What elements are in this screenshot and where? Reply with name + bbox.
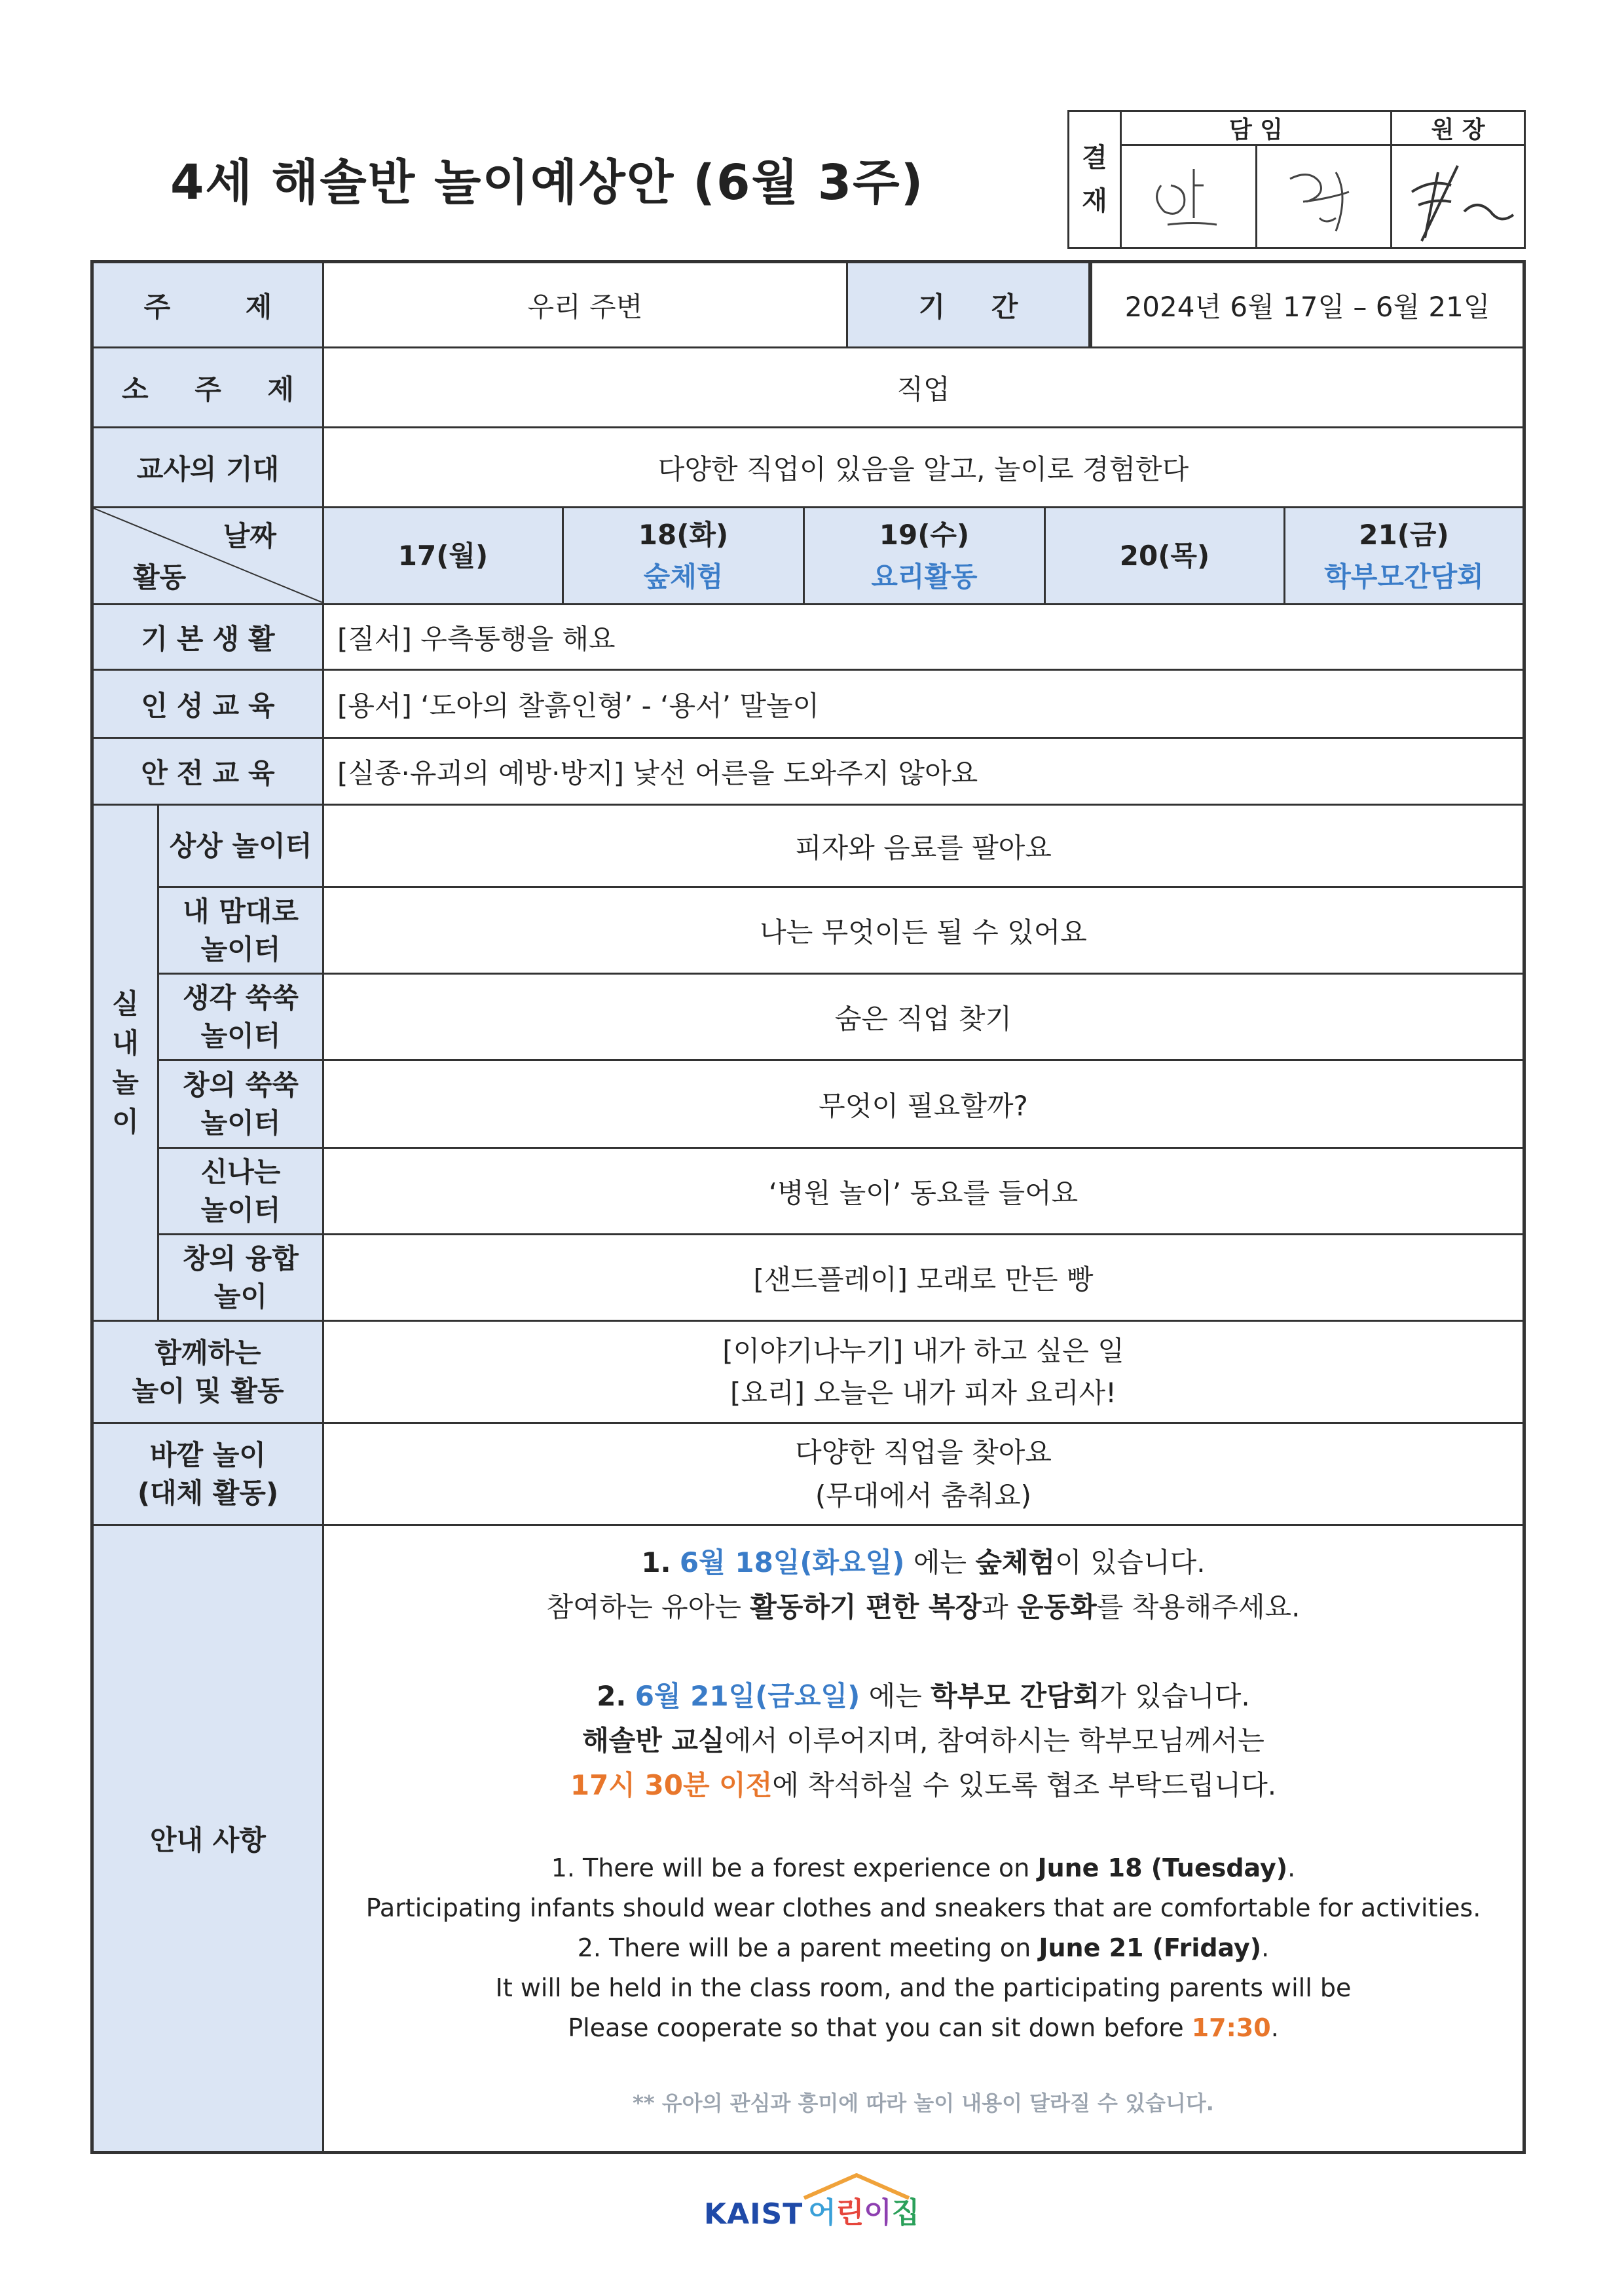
outdoor-value: 다양한 직업을 찾아요 (무대에서 춤춰요) bbox=[795, 1436, 1052, 1512]
diagonal-divider bbox=[94, 508, 324, 603]
together-label: 함께하는 놀이 및 활동 bbox=[94, 1322, 324, 1422]
character-ed-value: [용서] ‘도아의 찰흙인형’ - ‘용서’ 말놀이 bbox=[337, 689, 820, 722]
period-label: 기 간 bbox=[848, 263, 1090, 346]
character-ed-row bbox=[94, 671, 1522, 739]
expectation-row bbox=[94, 428, 1522, 508]
indoor-area-fusion: 창의 융합 놀이 [샌드플레이] 모래로 만든 빵 bbox=[159, 1235, 1522, 1320]
notice-en-5: Please cooperate so that you can sit down before 17:30. bbox=[568, 2013, 1279, 2042]
basic-life-label: 기본생활 bbox=[94, 605, 324, 669]
director-header: 원 장 bbox=[1392, 112, 1524, 146]
notice-en-1: 1. There will be a forest experience on June 18 (Tuesday). bbox=[551, 1854, 1296, 1882]
day-header-thu: 20(목) bbox=[1046, 508, 1285, 603]
day-header-mon: 17(월) bbox=[324, 508, 564, 603]
approval-label bbox=[1069, 112, 1122, 247]
notice-2-line-1: 2. 6월 21일(금요일) 에는 학부모 간담회가 있습니다. bbox=[597, 1680, 1250, 1712]
homeroom-header: 담 임 bbox=[1122, 112, 1392, 146]
signature-stamp-2 bbox=[1257, 146, 1392, 244]
basic-life-value: [질서] 우측통행을 해요 bbox=[337, 622, 616, 655]
indoor-area-thinking: 생각 쑥쑥 놀이터 숨은 직업 찾기 bbox=[159, 975, 1522, 1061]
indoor-play-section bbox=[94, 806, 1522, 1322]
house-roof-icon bbox=[801, 2172, 912, 2224]
notice-en-4: It will be held in the class room, and the participating parents will be bbox=[495, 1973, 1352, 2002]
approval-label-2: 재 bbox=[1082, 186, 1107, 216]
activity-label: 활동 bbox=[133, 561, 187, 593]
indoor-area-imagination: 상상 놀이터 피자와 음료를 팔아요 bbox=[159, 806, 1522, 888]
notice-1-line-2: 참여하는 유아는 활동하기 편한 복장과 운동화를 착용해주세요. bbox=[546, 1591, 1301, 1623]
date-activity-header bbox=[94, 508, 324, 603]
notice-1-line-1: 1. 6월 18일(화요일) 에는 숲체험이 있습니다. bbox=[641, 1546, 1206, 1578]
subtheme-row bbox=[94, 348, 1522, 428]
fri-event: 학부모간담회 bbox=[1324, 560, 1484, 593]
indoor-area-value: 숨은 직업 찾기 bbox=[834, 1002, 1012, 1035]
theme-label: 주 제 bbox=[94, 263, 324, 346]
notice-2-line-2: 해솔반 교실에서 이루어지며, 참여하시는 학부모님께서는 bbox=[582, 1725, 1264, 1757]
together-value: [이야기나누기] 내가 하고 싶은 일 [요리] 오늘은 내가 피자 요리사! bbox=[722, 1334, 1124, 1409]
page-title: 4세 해솔반 놀이예상안 (6월 3주) bbox=[170, 155, 925, 211]
notice-row bbox=[94, 1526, 1522, 2151]
approval-box bbox=[1067, 110, 1526, 249]
indoor-area-fun: 신나는 놀이터 ‘병원 놀이’ 동요를 들어요 bbox=[159, 1149, 1522, 1235]
safety-ed-label: 안전교육 bbox=[94, 739, 324, 804]
outdoor-row bbox=[94, 1424, 1522, 1526]
subtheme-value: 직업 bbox=[896, 373, 950, 405]
day-header-wed: 19(수) 요리활동 bbox=[805, 508, 1046, 603]
together-row bbox=[94, 1322, 1522, 1424]
day-header-tue: 18(화) 숲체험 bbox=[564, 508, 805, 603]
signature-director bbox=[1392, 146, 1524, 244]
tue-event: 숲체험 bbox=[643, 560, 724, 593]
plan-table bbox=[90, 260, 1526, 2154]
indoor-area-value: [샌드플레이] 모래로 만든 빵 bbox=[753, 1263, 1094, 1296]
indoor-area-value: ‘병원 놀이’ 동요를 들어요 bbox=[768, 1176, 1079, 1209]
indoor-area-creative: 창의 쑥쑥 놀이터 무엇이 필요할까? bbox=[159, 1061, 1522, 1149]
outdoor-label: 바깥 놀이 (대체 활동) bbox=[94, 1424, 324, 1524]
indoor-area-free: 내 맘대로 놀이터 나는 무엇이든 될 수 있어요 bbox=[159, 888, 1522, 975]
director-signature bbox=[1392, 146, 1524, 247]
expectation-label: 교사의 기대 bbox=[94, 428, 324, 506]
safety-ed-value: [실종·유괴의 예방·방지] 낯선 어른을 도와주지 않아요 bbox=[337, 756, 978, 789]
indoor-play-label: 실 내 놀 이 bbox=[94, 806, 159, 1320]
approval-label-1: 결 bbox=[1082, 143, 1107, 173]
subtheme-label: 소 주 제 bbox=[94, 348, 324, 426]
date-label: 날짜 bbox=[223, 520, 276, 552]
notice-2-line-3: 17시 30분 이전에 착석하실 수 있도록 협조 부탁드립니다. bbox=[570, 1769, 1277, 1801]
day-headers bbox=[324, 508, 1522, 603]
day-header-fri: 21(금) 학부모간담회 bbox=[1285, 508, 1522, 603]
wed-event: 요리활동 bbox=[871, 560, 978, 593]
character-ed-label: 인성교육 bbox=[94, 671, 324, 737]
notice-label: 안내 사항 bbox=[94, 1526, 324, 2151]
expectation-value: 다양한 직업이 있음을 알고, 놀이로 경험한다 bbox=[657, 453, 1189, 485]
homeroom-signature-2 bbox=[1257, 146, 1392, 247]
signature-stamp-1 bbox=[1122, 146, 1257, 244]
schedule-header-row bbox=[94, 508, 1522, 605]
indoor-area-value: 피자와 음료를 팔아요 bbox=[795, 831, 1052, 864]
indoor-area-value: 무엇이 필요할까? bbox=[819, 1089, 1028, 1122]
theme-row bbox=[94, 263, 1522, 348]
notice-footnote: ** 유아의 관심과 흥미에 따라 놀이 내용이 달라질 수 있습니다. bbox=[633, 2091, 1214, 2116]
homeroom-signature-1 bbox=[1122, 146, 1257, 247]
notice-en-2: Participating infants should wear clothes and sneakers that are comfortable for activities. bbox=[365, 1894, 1481, 1922]
notice-content bbox=[324, 1526, 1522, 2151]
period-value: 2024년 6월 17일 – 6월 21일 bbox=[1090, 263, 1522, 346]
safety-ed-row bbox=[94, 739, 1522, 806]
kaist-kindergarten-logo: KAIST 어 린 이 집 bbox=[704, 2178, 919, 2231]
notice-en-3: 2. There will be a parent meeting on June 21 (Friday). bbox=[577, 1933, 1270, 1962]
indoor-area-value: 나는 무엇이든 될 수 있어요 bbox=[760, 916, 1087, 948]
theme-value: 우리 주변 bbox=[324, 263, 848, 346]
basic-life-row bbox=[94, 605, 1522, 671]
